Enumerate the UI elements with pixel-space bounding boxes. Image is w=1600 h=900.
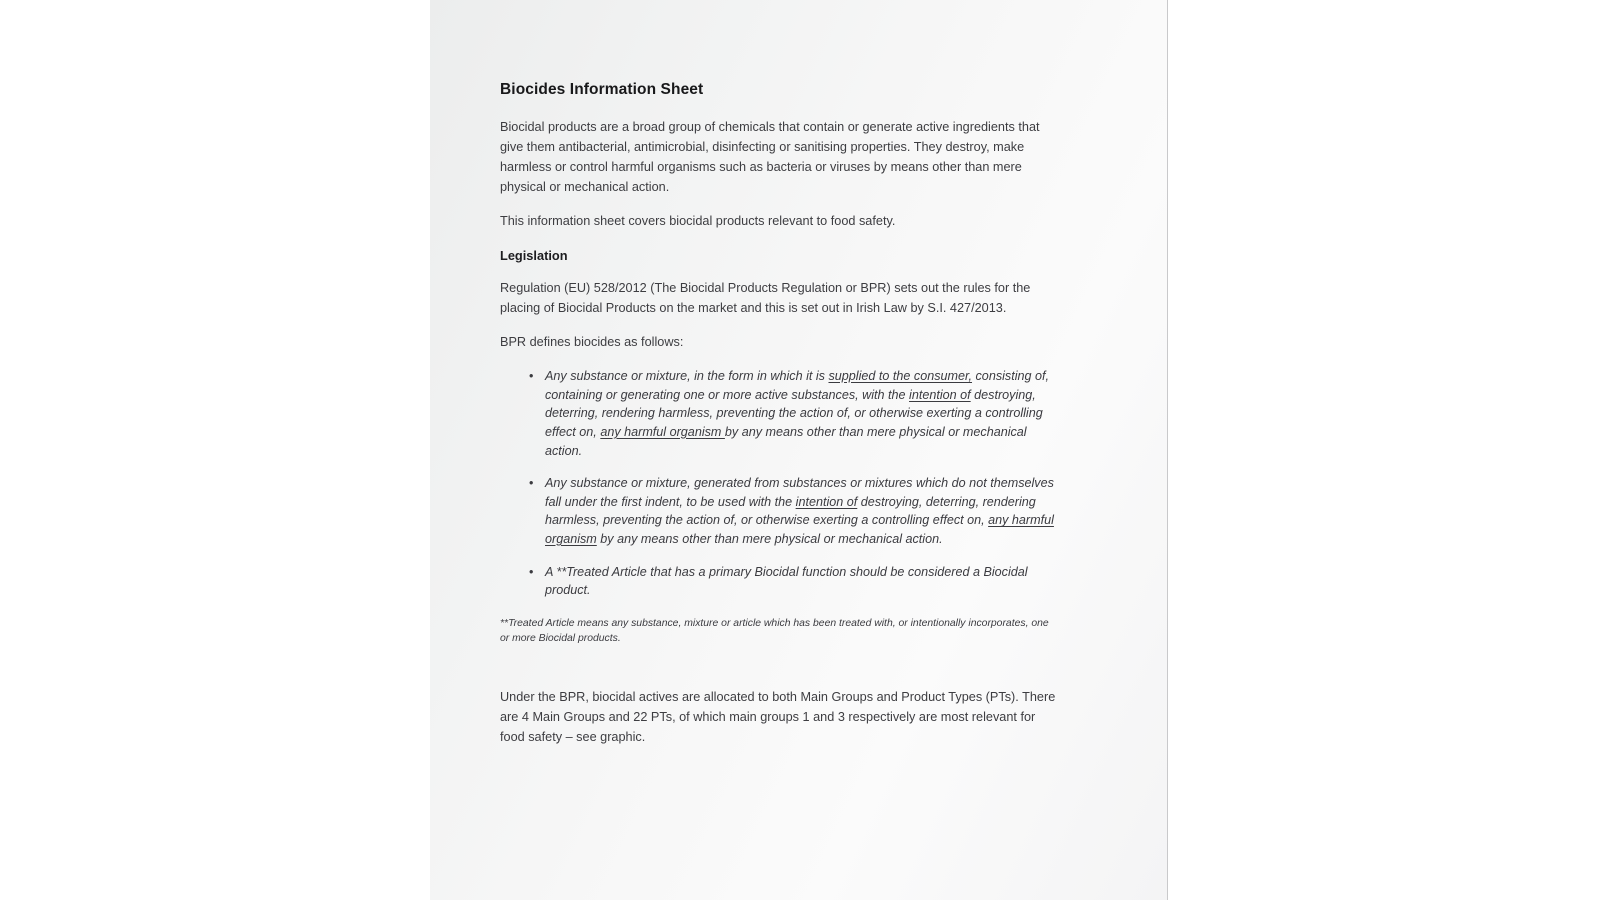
emphasised-term: supplied to the consumer, (828, 369, 973, 384)
emphasised-term: intention of (909, 387, 971, 402)
text-segment: by any means other than mere physical or mechanical action. (545, 424, 1027, 458)
list-item-text (545, 369, 1049, 458)
text-segment: destroying, deterring, rendering harmless, preventing the action of, or otherwise exerting a controlling effect on, (545, 494, 1036, 528)
text-segment: Any substance or mixture, in the form in which it is (545, 369, 829, 384)
text-segment: by any means other than mere physical or mechanical action. (596, 532, 943, 547)
text-segment: Any substance or mixture, generated from substances or mixtures which do not themselves fall under the first indent, to be used with the (545, 476, 1054, 509)
emphasised-term: any harmful organism (600, 424, 725, 439)
scope-paragraph: This information sheet covers biocidal products relevant to food safety. (500, 214, 896, 229)
emphasised-term: intention of (795, 494, 858, 509)
list-item (500, 474, 1060, 549)
list-item-text (545, 476, 1054, 546)
list-item (500, 367, 1060, 460)
list-item (500, 563, 1060, 600)
document-page (430, 0, 1168, 900)
page-content (500, 80, 1060, 748)
bullet-point-icon: • (529, 369, 534, 384)
emphasised-term: any harmful organism (545, 513, 1054, 547)
definition-lead-in: BPR defines biocides as follows: (500, 335, 684, 350)
bullet-point-icon: • (529, 476, 534, 491)
content-spacer (500, 647, 1060, 688)
legislation-heading: Legislation (500, 248, 568, 264)
biocide-definition-list (500, 367, 1060, 600)
legislation-paragraph: Regulation (EU) 528/2012 (The Biocidal Products Regulation or BPR) sets out the rules for the placing of Biocidal Products on the market and this is set out in Irish Law by S.I. 427/2013. (500, 281, 1031, 316)
text-segment: consisting of, containing or generating one or more active substances, with the (545, 369, 1050, 402)
text-segment: A **Treated Article that has a primary Biocidal function should be considered a Biocidal product. (545, 564, 1028, 598)
closing-paragraph: Under the BPR, biocidal actives are allocated to both Main Groups and Product Types (PTs). There are 4 Main Groups and 22 PTs, of which main groups 1 and 3 respectively are most relevant for food safety – see graphic. (500, 689, 1056, 744)
text-segment: destroying, deterring, rendering harmless, preventing the action of, or otherwise exerting a controlling effect on, (545, 387, 1043, 439)
intro-paragraph: Biocidal products are a broad group of chemicals that contain or generate active ingredients that give them antibacterial, antimicrobial, disinfecting or sanitising properties. They destroy, make harmless or control harmful organisms such as bacteria or viruses by means other than mere physical or mechanical action. (500, 120, 1040, 195)
page-title: Biocides Information Sheet (500, 81, 704, 98)
bullet-point-icon: • (529, 564, 534, 579)
list-item-text (545, 565, 1028, 598)
treated-article-footnote: **Treated Article means any substance, mixture or article which has been treated with, or intentionally incorporates, one or more Biocidal products. (500, 617, 1049, 645)
